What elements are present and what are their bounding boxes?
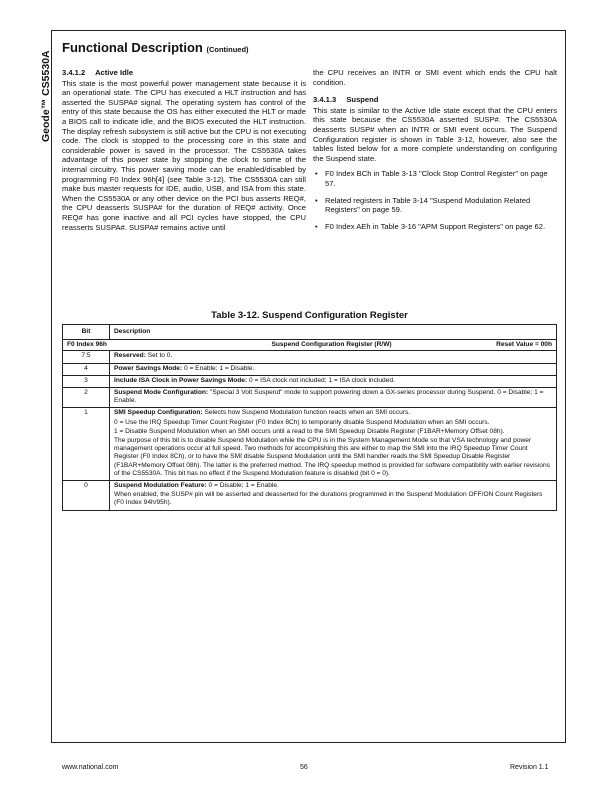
table-row xyxy=(63,351,557,363)
page-title-text: Functional Description xyxy=(62,40,203,55)
bit-cell: 7:5 xyxy=(63,351,110,363)
sidebar-product-name xyxy=(31,36,52,146)
description-detail: 1 = Disable Suspend Modulation when an SMI occurs until a read to the SMI Speedup Disable Register (F1BAR+Memory Offset 08h). xyxy=(114,427,505,435)
register-index: F0 Index 96h xyxy=(67,341,107,349)
reset-value: Reset Value = 00h xyxy=(496,341,552,349)
section-number: 3.4.1.3 xyxy=(313,95,337,105)
description-line xyxy=(114,352,552,360)
footer-website: www.national.com xyxy=(62,764,119,771)
field-description: "Special 3 Volt Suspend" mode to support powering down a GX-series processor during Suspend. 0 = Disable; 1 = Enable. xyxy=(114,389,544,405)
reference-list xyxy=(313,169,557,231)
section-heading-suspend xyxy=(313,95,557,105)
field-name: Reserved: xyxy=(114,352,146,360)
section-title: Active Idle xyxy=(95,68,134,77)
table-row xyxy=(63,408,557,481)
left-column xyxy=(62,68,306,232)
table-row xyxy=(63,388,557,408)
description-line xyxy=(114,409,552,417)
field-name: Suspend Modulation Feature: xyxy=(114,482,207,490)
bit-cell: 4 xyxy=(63,363,110,375)
table-header-row xyxy=(63,325,557,340)
description-cell xyxy=(110,363,557,375)
description-cell xyxy=(110,351,557,363)
description-cell xyxy=(110,388,557,408)
column-header-bit: Bit xyxy=(63,325,110,340)
table-row xyxy=(63,375,557,387)
description-cell xyxy=(110,375,557,387)
section-title: Suspend xyxy=(346,95,379,105)
suspend-paragraph: This state is similar to the Active Idle state except that the CPU enters this state because the CS5530A asserted SUSP#. The CS5530A deasserts SUSP# when an INTR or SMI event occurs. The Suspend Configuration register is shown in Table 3-12, however, also see the tables listed below for a more complete understanding on configuring the Suspend state. xyxy=(313,105,557,163)
table-title: Table 3-12. Suspend Configuration Register xyxy=(211,310,408,321)
register-header-cell xyxy=(63,340,557,351)
field-description: 0 = Enable; 1 = Disable. xyxy=(182,364,255,372)
active-idle-paragraph: This state is the most powerful power management state because it is an operational state. The CPU has executed a HLT instruction and has asserted the SUSPA# signal. The operating system has control of the entry of this state because the OS has either executed the HLT or made a BIOS call to indicate idle, and the BIOS executed the HLT instruction. The display refresh subsystem is still active but the CPU is not executing code. The clock is stopped to the processing core in this state and considerable power is saved in the processor. The CS5530A takes advantage of this power state by stopping the clock to some of the internal circuitry. This power saving mode can be enabled/disabled by programming F0 Index 96h[4] (see Table 3-12). The CS5530A can still make bus master requests for IDE, audio, USB, and ISA from this state. When the CS5530A or any other device on the PCI bus asserts REQ#, the CPU deasserts SUSPA# for the duration of REQ# activity. Once REQ# has gone inactive and all PCI cycles have stopped, the CPU reasserts SUSPA#. SUSPA# remains active until xyxy=(62,78,306,232)
list-item: • F0 Index AEh in Table 3-16 "APM Support Registers" on page 62. xyxy=(313,222,557,232)
field-description: Set to 0. xyxy=(145,352,173,360)
field-description: 0 = ISA clock not included; 1 = ISA clock included. xyxy=(247,376,395,384)
footer-page-number: 56 xyxy=(300,764,308,771)
bit-cell: 2 xyxy=(63,388,110,408)
field-name: Include ISA Clock in Power Savings Mode: xyxy=(114,376,248,384)
description-line xyxy=(114,377,552,385)
register-header-row xyxy=(63,340,557,351)
field-name: Power Savings Mode: xyxy=(114,364,183,372)
field-description: 0 = Disable; 1 = Enable. xyxy=(206,482,279,490)
register-name: Suspend Configuration Register (R/W) xyxy=(271,341,392,349)
field-name: SMI Speedup Configuration: xyxy=(114,409,203,417)
description-detail: 0 = Use the IRQ Speedup Timer Count Register (F0 Index 8Ch) to temporarily disable Suspend Modulation when an SMI occurs. xyxy=(114,418,490,426)
description-cell xyxy=(110,408,557,481)
page-title xyxy=(62,40,249,55)
field-name: Suspend Mode Configuration: xyxy=(114,389,209,397)
sidebar-product-label: Geode™ CS5530A xyxy=(40,50,52,142)
description-line xyxy=(114,482,552,490)
bit-cell: 1 xyxy=(63,408,110,481)
description-detail: The purpose of this bit is to disable Suspend Modulation while the CPU is in the System Management Mode so that VSA technology and power management operations occur at full speed. Two methods for accomplishing this are either to map the SMI into the IRQ Speedup Timer Count Register (F0 Index 8Ch), or to have the SMI disable Suspend Modulation until the SMI handler reads the SMI Speedup Disable Register (F1BAR+Memory Offset 08h). The latter is the preferred method. The IRQ speedup method is provided for software compatibility with earlier revisions of the CS5530A. This bit has no effect if the Suspend Modulation feature is disabled (bit 0 = 0). xyxy=(114,437,550,477)
description-detail: When enabled, the SUSP# pin will be asserted and deasserted for the durations programmed in the Suspend Modulation OFF/ON Count Registers (F0 Index 94h/95h). xyxy=(114,491,543,507)
section-heading-active-idle xyxy=(62,68,306,78)
description-line xyxy=(114,365,552,373)
page-title-continued: (Continued) xyxy=(206,45,249,54)
description-cell xyxy=(110,481,557,511)
list-item: • Related registers in Table 3-14 "Suspend Modulation Related Registers" on page 59. xyxy=(313,196,557,215)
list-item: • F0 Index BCh in Table 3-13 "Clock Stop Control Register" on page 57. xyxy=(313,169,557,188)
bit-cell: 3 xyxy=(63,375,110,387)
right-column xyxy=(313,68,557,238)
description-line xyxy=(114,389,552,405)
continuation-paragraph: the CPU receives an INTR or SMI event which ends the CPU halt condition. xyxy=(313,68,557,87)
field-description: Selects how Suspend Modulation function reacts when an SMI occurs. xyxy=(202,409,411,417)
table-row xyxy=(63,363,557,375)
column-header-description: Description xyxy=(110,325,557,340)
bit-cell: 0 xyxy=(63,481,110,511)
register-table xyxy=(62,324,557,511)
table-row xyxy=(63,481,557,511)
footer-revision: Revision 1.1 xyxy=(510,764,549,771)
section-number: 3.4.1.2 xyxy=(62,68,86,77)
